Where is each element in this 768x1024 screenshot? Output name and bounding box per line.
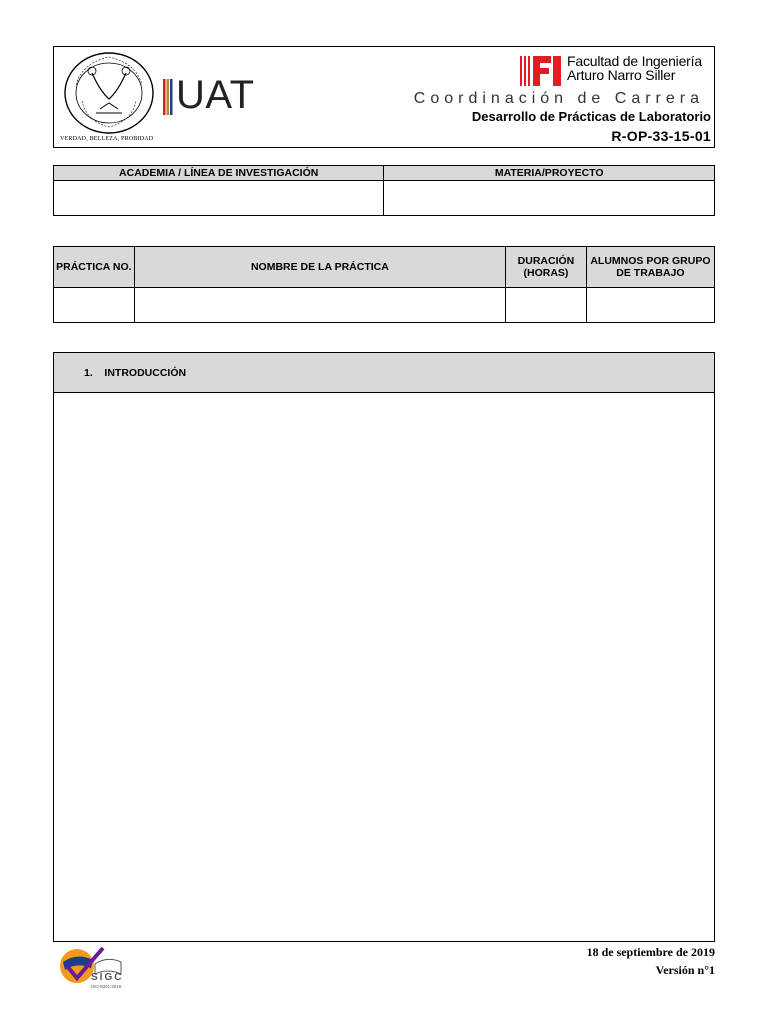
introduction-body[interactable] <box>53 392 715 942</box>
practica-name-cell[interactable] <box>134 288 505 323</box>
svg-text:ISO 9001:2015: ISO 9001:2015 <box>91 984 122 989</box>
duration-header: DURACIÓN (HORAS) <box>506 247 587 288</box>
faculty-name <box>567 54 702 82</box>
practica-name-header: NOMBRE DE LA PRÁCTICA <box>134 247 505 288</box>
uat-bars-icon <box>163 79 173 115</box>
faculty-line-1: Facultad de Ingeniería <box>567 53 702 69</box>
students-header: ALUMNOS POR GRUPO DE TRABAJO <box>586 247 714 288</box>
university-seal-icon <box>62 51 157 139</box>
students-cell[interactable] <box>586 288 714 323</box>
footer-date: 18 de septiembre de 2019 <box>586 945 715 959</box>
sigc-iso-logo-icon <box>55 946 130 990</box>
uat-wordmark: UAT <box>176 73 255 117</box>
academia-table <box>53 165 715 216</box>
svg-text:SIGC: SIGC <box>91 972 124 983</box>
document-title: Desarrollo de Prácticas de Laboratorio <box>471 109 711 124</box>
duration-cell[interactable] <box>506 288 587 323</box>
footer-version: Versión n°1 <box>655 963 715 977</box>
introduction-section-header <box>53 352 715 393</box>
introduction-title: 1. INTRODUCCIÓN <box>84 367 187 379</box>
practica-no-header: PRÁCTICA NO. <box>54 247 135 288</box>
academia-cell[interactable] <box>54 181 384 216</box>
academia-header: ACADEMIA / LÍNEA DE INVESTIGACIÓN <box>54 166 384 181</box>
practica-no-cell[interactable] <box>54 288 135 323</box>
practica-table <box>53 246 715 323</box>
materia-cell[interactable] <box>384 181 715 216</box>
fi-logo-icon <box>520 54 564 88</box>
materia-header: MATERIA/PROYECTO <box>384 166 715 181</box>
seal-motto: VERDAD, BELLEZA, PROBIDAD <box>60 136 154 142</box>
document-code: R-OP-33-15-01 <box>611 128 711 144</box>
faculty-line-2: Arturo Narro Siller <box>567 67 676 83</box>
coordination-label: Coordinación de Carrera <box>413 90 704 107</box>
